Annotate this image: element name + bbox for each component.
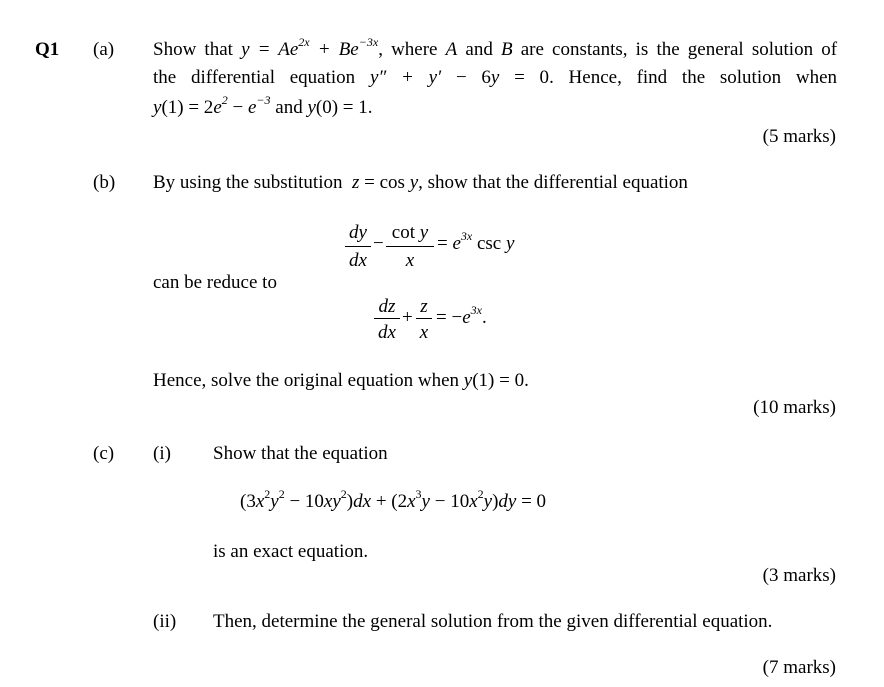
part-b-label: (b) <box>93 172 116 193</box>
condition-y1: y(1) = 0. <box>463 370 529 391</box>
part-c-i-text: Show that the equation <box>213 443 388 464</box>
hence-text: Hence, solve the original equation when <box>153 370 460 391</box>
part-a-label: (a) <box>93 39 115 60</box>
part-c-ii-marks: (7 marks) <box>762 657 836 678</box>
part-a-line3 <box>153 93 373 118</box>
fraction-z-x: z x <box>416 297 432 343</box>
part-a-line1-pre: Show that <box>153 39 233 60</box>
part-b-marks: (10 marks) <box>753 397 836 418</box>
exact-text: is an exact equation. <box>213 541 369 562</box>
part-a-line2 <box>153 68 837 87</box>
reduce-text: can be reduce to <box>153 272 277 293</box>
part-a-marks: (5 marks) <box>762 126 836 147</box>
constant-a: A <box>445 39 458 60</box>
constant-b: B <box>500 39 513 60</box>
minus-sign: − <box>373 233 384 254</box>
part-a-line1-and: and <box>465 39 493 60</box>
fraction-dy-dx: dy dx <box>345 223 371 269</box>
reduced-rhs: = $-e^{3x}$. <box>436 303 487 328</box>
substitution-formula: z = cos y <box>347 172 419 193</box>
differential-equation-a: y″ + y′ − 6y = 0 <box>369 67 550 88</box>
part-c-label: (c) <box>93 443 115 464</box>
part-b-intro-post: , show that the differential equation <box>418 172 688 193</box>
part-c-i-label: (i) <box>153 443 171 464</box>
part-a-line1-end: are constants, is the general solution of <box>520 39 838 60</box>
part-a-line2-post: . Hence, find the solution when <box>549 67 838 88</box>
initial-condition-2: y(0) = 1. <box>307 97 373 118</box>
part-a-line2-pre: the differential equation <box>153 67 356 88</box>
part-a-line3-and: and <box>275 97 303 118</box>
question-number: Q1 <box>35 39 60 60</box>
part-b-intro-pre: By using the substitution <box>153 172 343 193</box>
part-c-ii-text: Then, determine the general solution from the given differential equation. <box>213 611 773 632</box>
part-a-line1-post: , where <box>378 39 438 60</box>
initial-condition-1: $y(1) = 2e^2 - e^{-3}$ <box>153 93 271 118</box>
part-b-intro <box>153 173 688 192</box>
equation-rhs: = $e^{3x}$ csc y <box>437 229 515 254</box>
part-c-ii-label: (ii) <box>153 611 177 632</box>
fraction-dz-dx: dz dx <box>374 297 400 343</box>
hence-line <box>153 371 529 390</box>
fraction-cot-y-x: cot y x <box>386 223 434 269</box>
part-a-line1 <box>153 35 838 60</box>
exact-equation: $(3x^2y^2 - 10xy^2)dx + (2x^3y - 10x^2y)dy = 0$ <box>240 487 547 512</box>
plus-sign: + <box>402 307 413 328</box>
part-c-i-marks: (3 marks) <box>762 565 836 586</box>
solution-formula: $y = Ae^{2x} + Be^{-3x}$ <box>241 35 379 60</box>
